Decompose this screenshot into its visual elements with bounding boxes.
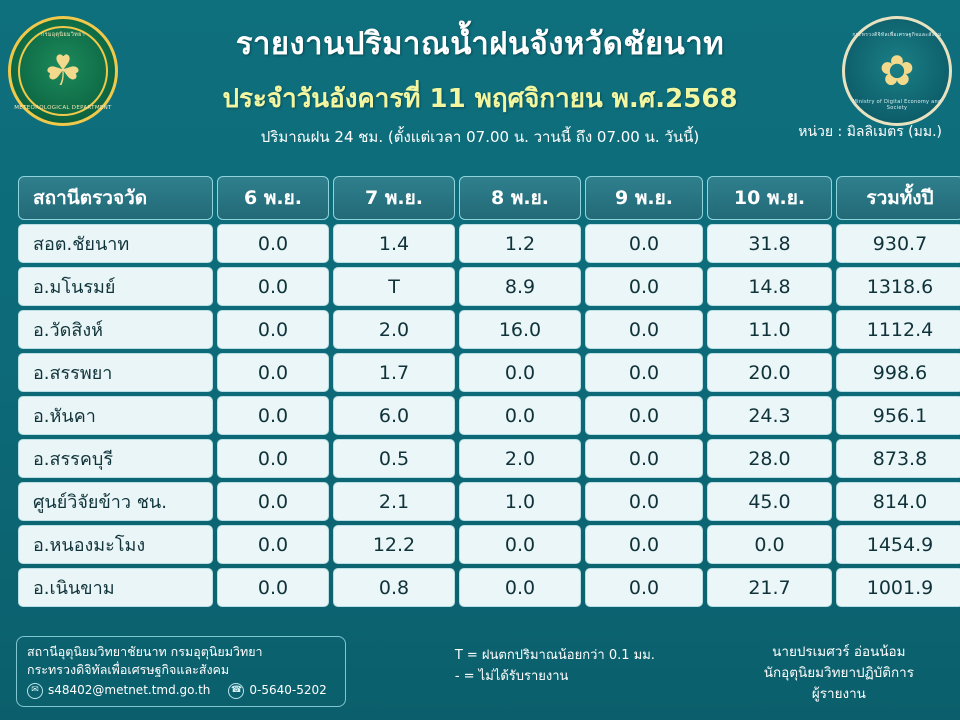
cell-day-5: 28.0 [707,439,832,478]
cell-day-1: 0.0 [217,267,329,306]
cell-day-5: 24.3 [707,396,832,435]
cell-day-5: 14.8 [707,267,832,306]
cell-day-2: 6.0 [333,396,455,435]
cell-day-4: 0.0 [585,353,703,392]
cell-day-3: 0.0 [459,396,581,435]
reporter-role: นักอุตุนิยมวิทยาปฏิบัติการ [763,664,914,681]
cell-day-1: 0.0 [217,353,329,392]
cell-day-3: 1.2 [459,224,581,263]
cell-station: อ.สรรพยา [18,353,213,392]
cell-day-4: 0.0 [585,310,703,349]
table-row [18,525,960,564]
rainfall-table-wrapper [14,172,946,611]
cell-day-3: 16.0 [459,310,581,349]
cell-year-total: 1454.9 [836,525,960,564]
cell-day-4: 0.0 [585,439,703,478]
reporter-title: ผู้รายงาน [811,685,866,702]
table-row [18,568,960,607]
table-row [18,267,960,306]
cell-day-4: 0.0 [585,525,703,564]
cell-day-4: 0.0 [585,267,703,306]
tmd-logo-glyph: ☘ [44,46,82,95]
phone-contact[interactable] [228,682,326,699]
ministry-logo [842,16,952,126]
reporter-name: นายปรเมศวร์ อ่อนน้อม [772,644,906,660]
column-header-day-3: 8 พ.ย. [459,176,581,220]
table-header-row [18,176,960,220]
tmd-logo-top-text: กรมอุตุนิยมวิทยา [40,32,86,38]
cell-day-5: 31.8 [707,224,832,263]
cell-day-3: 0.0 [459,568,581,607]
cell-day-1: 0.0 [217,439,329,478]
envelope-icon: ✉ [27,683,43,699]
cell-day-2: 1.4 [333,224,455,263]
cell-year-total: 814.0 [836,482,960,521]
cell-station: อ.มโนรมย์ [18,267,213,306]
cell-day-3: 0.0 [459,353,581,392]
cell-year-total: 956.1 [836,396,960,435]
report-header [0,0,960,168]
column-header-day-4: 9 พ.ย. [585,176,703,220]
cell-year-total: 930.7 [836,224,960,263]
table-row [18,310,960,349]
cell-day-3: 0.0 [459,525,581,564]
column-header-year-total: รวมทั้งปี [836,176,960,220]
cell-station: ศูนย์วิจัยข้าว ชน. [18,482,213,521]
cell-station: อ.หันคา [18,396,213,435]
logo-ring [18,26,108,116]
cell-day-1: 0.0 [217,224,329,263]
table-row [18,224,960,263]
cell-station: อ.หนองมะโมง [18,525,213,564]
cell-station: สอต.ชัยนาท [18,224,213,263]
rainfall-table [14,172,960,611]
cell-day-1: 0.0 [217,396,329,435]
page-title: รายงานปริมาณน้ำฝนจังหวัดชัยนาท [235,26,725,62]
cell-day-4: 0.0 [585,396,703,435]
cell-day-1: 0.0 [217,310,329,349]
table-row [18,353,960,392]
cell-day-5: 20.0 [707,353,832,392]
cell-year-total: 1112.4 [836,310,960,349]
cell-day-3: 2.0 [459,439,581,478]
cell-year-total: 998.6 [836,353,960,392]
table-row [18,482,960,521]
tmd-logo-bottom-text: METEOROLOGICAL DEPARTMENT [14,105,112,111]
report-footer [0,632,960,720]
measurement-period-note: ปริมาณฝน 24 ชม. (ตั้งแต่เวลา 07.00 น. วานนี้ ถึง 07.00 น. วันนี้) [260,128,700,146]
cell-day-2: 2.1 [333,482,455,521]
cell-day-3: 8.9 [459,267,581,306]
cell-day-5: 45.0 [707,482,832,521]
tmd-logo [8,16,118,126]
organization-box [16,636,346,707]
cell-day-4: 0.0 [585,482,703,521]
cell-year-total: 1001.9 [836,568,960,607]
cell-day-5: 0.0 [707,525,832,564]
ministry-logo-top-text: กระทรวงดิจิทัลเพื่อเศรษฐกิจและสังคม [852,32,942,38]
organization-line-2: กระทรวงดิจิทัลเพื่อเศรษฐกิจและสังคม [27,662,230,678]
cell-day-5: 11.0 [707,310,832,349]
cell-day-4: 0.0 [585,224,703,263]
ministry-logo-glyph: ✿ [879,46,915,95]
column-header-station: สถานีตรวจวัด [18,176,213,220]
cell-day-5: 21.7 [707,568,832,607]
column-header-day-2: 7 พ.ย. [333,176,455,220]
column-header-day-5: 10 พ.ย. [707,176,832,220]
email-text: s48402@metnet.tmd.go.th [48,683,211,698]
legend-no-report: - = ไม่ได้รับรายงาน [454,668,569,684]
cell-day-2: T [333,267,455,306]
cell-year-total: 873.8 [836,439,960,478]
cell-day-1: 0.0 [217,482,329,521]
cell-station: อ.วัดสิงห์ [18,310,213,349]
cell-day-2: 2.0 [333,310,455,349]
cell-day-1: 0.0 [217,525,329,564]
unit-note: หน่วย : มิลลิเมตร (มม.) [798,124,942,140]
cell-day-2: 0.8 [333,568,455,607]
cell-day-1: 0.0 [217,568,329,607]
cell-day-2: 0.5 [333,439,455,478]
ministry-logo-bottom-text: Ministry of Digital Economy and Society [852,99,942,111]
phone-text: 0-5640-5202 [249,683,327,698]
report-date: ประจำวันอังคารที่ 11 พฤศจิกายน พ.ศ.2568 [222,84,738,114]
phone-icon: ☎ [228,683,244,699]
legend-box [455,636,655,688]
cell-station: อ.เนินขาม [18,568,213,607]
cell-day-2: 1.7 [333,353,455,392]
table-row [18,439,960,478]
cell-station: อ.สรรคบุรี [18,439,213,478]
cell-day-4: 0.0 [585,568,703,607]
column-header-day-1: 6 พ.ย. [217,176,329,220]
table-row [18,396,960,435]
legend-trace: T = ฝนตกปริมาณน้อยกว่า 0.1 มม. [454,648,655,663]
cell-day-2: 12.2 [333,525,455,564]
organization-line-1: สถานีอุตุนิยมวิทยาชัยนาท กรมอุตุนิยมวิทยา [27,644,263,659]
cell-year-total: 1318.6 [836,267,960,306]
reporter-box [764,636,944,705]
email-contact[interactable] [27,682,210,699]
cell-day-3: 1.0 [459,482,581,521]
